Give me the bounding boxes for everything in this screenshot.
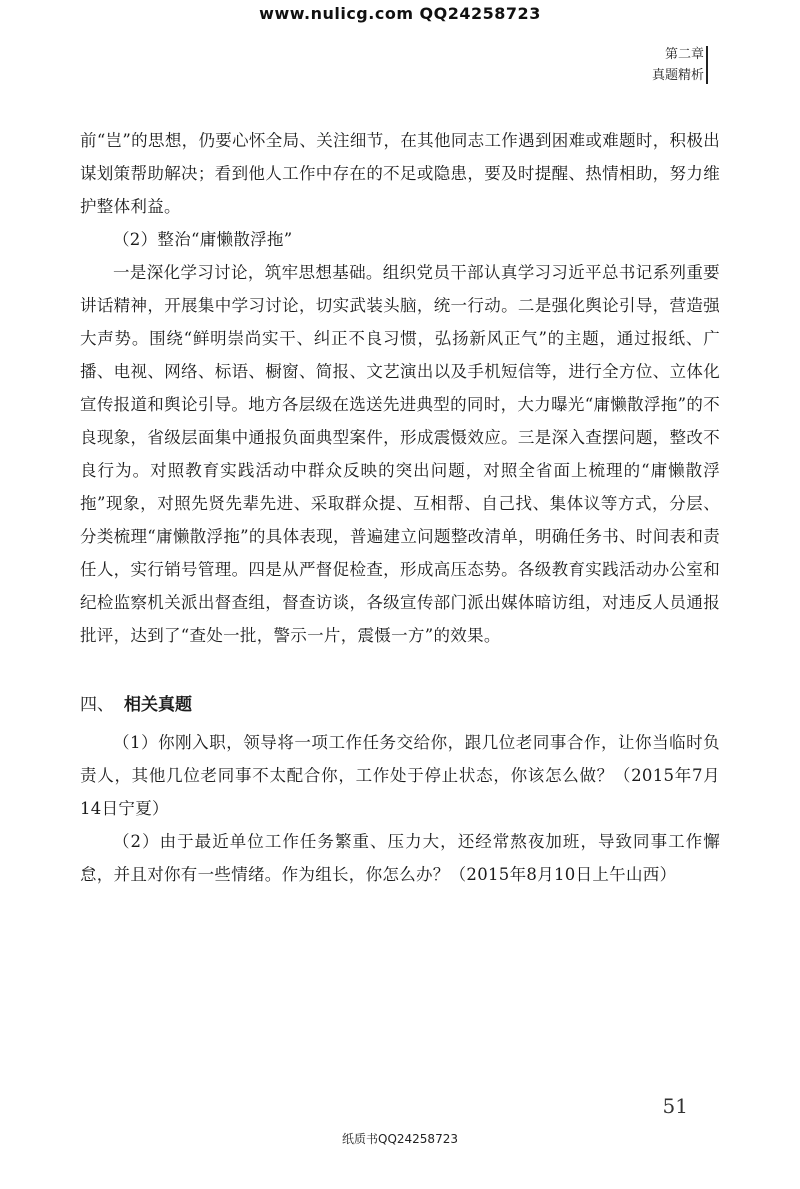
page-number: 51	[662, 1094, 688, 1118]
chapter-title: 第二章	[664, 47, 704, 62]
footer-text: 纸质书QQ24258723	[342, 1132, 458, 1146]
watermark-text: www.nulicg.com QQ24258723	[259, 4, 541, 23]
subheading-2: （2）整治“庸懒散浮拖”	[113, 230, 293, 249]
chapter-divider	[706, 46, 708, 84]
question-item-1: （1）你刚入职，领导将一项工作任务交给你，跟几位老同事合作，让你当临时负责人，其他几位老同事不太配合你，工作处于停止状态，你该怎么做？（2015年7月14日宁夏）	[80, 733, 720, 818]
chapter-subtitle: 真题精析	[651, 68, 704, 83]
question-item-2: （2）由于最近单位工作任务繁重、压力大，还经常熬夜加班，导致同事工作懈怠，并且对你有一些情绪。作为组长，你怎么办？（2015年8月10日上午山西）	[80, 832, 720, 884]
section-title: 相关真题	[124, 695, 192, 715]
question-list	[80, 726, 720, 891]
section-number: 四、	[80, 695, 114, 715]
paragraph-measures: 一是深化学习讨论，筑牢思想基础。组织党员干部认真学习习近平总书记系列重要讲话精神，开展集中学习讨论，切实武装头脑，统一行动。二是强化舆论引导，营造强大声势。围绕“鲜明崇尚实干、纠正不良习惯，弘扬新风正气”的主题，通过报纸、广播、电视、网络、标语、橱窗、简报、文艺演出以及手机短信等，进行全方位、立体化宣传报道和舆论引导。地方各层级在选送先进典型的同时，大力曝光“庸懒散浮拖”的不良现象，省级层面集中通报负面典型案件，形成震慑效应。三是深入查摆问题，整改不良行为。对照教育实践活动中群众反映的突出问题，对照全省面上梳理的“庸懒散浮拖”现象，对照先贤先辈先进、采取群众提、互相帮、自己找、集体议等方式，分层、分类梳理“庸懒散浮拖”的具体表现，普遍建立问题整改清单，明确任务书、时间表和责任人，实行销号管理。四是从严督促检查，形成高压态势。各级教育实践活动办公室和纪检监察机关派出督查组，督查访谈，各级宣传部门派出媒体暗访组，对违反人员通报批评，达到了“查处一批，警示一片，震慑一方”的效果。	[80, 263, 720, 645]
body-text	[80, 124, 720, 652]
chapter-header	[652, 44, 704, 86]
paragraph-continuation: 前“岂”的思想，仍要心怀全局、关注细节，在其他同志工作遇到困难或难题时，积极出谋划策帮助解决；看到他人工作中存在的不足或隐患，要及时提醒、热情相助，努力维护整体利益。	[80, 131, 720, 216]
section-heading	[80, 690, 720, 720]
